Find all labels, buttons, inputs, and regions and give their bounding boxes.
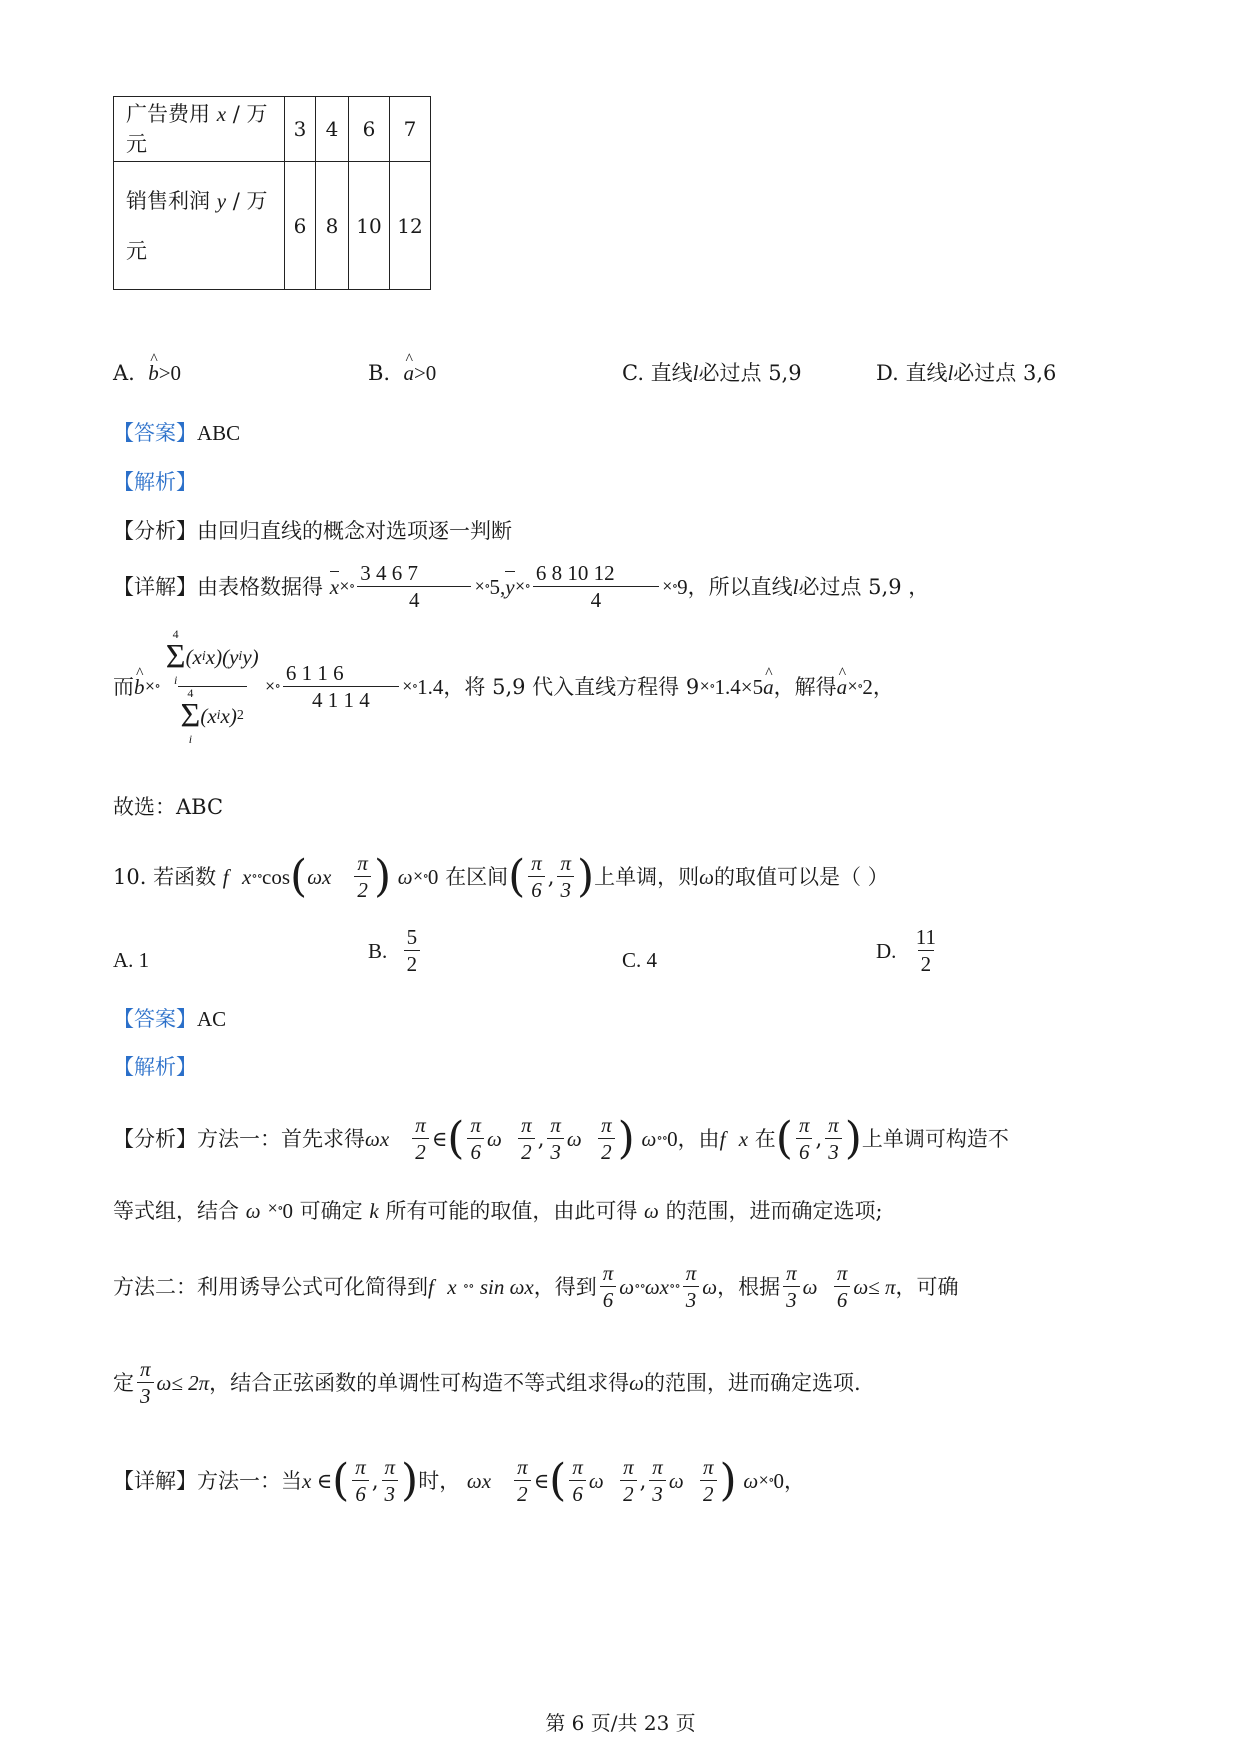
q10-analysis-line1: 【分析】 方法一：首先求得 ωx $\frac{\pi}{2}$ ∈ ( $\frac{\pi}{6}$ ω $\frac{\pi}{2}$ , $\frac{\pi}{3}$ ω $\frac{\pi}{2}$ ) ω ∘∘ 0 ，由 f x 在 ( $\frac{\pi}{6}$ , $\frac{\pi}{3}$ ) 上单调可构造不	[113, 1112, 1009, 1164]
omega: ω	[702, 1274, 718, 1299]
analysis-text: 可确定	[299, 1199, 363, 1223]
detail-value: 1.4	[417, 674, 444, 699]
fraction-den: 2	[514, 1480, 531, 1507]
q9-detail-line1	[113, 560, 929, 613]
detail-text: ，	[783, 1468, 805, 1493]
question-text: 的取值可以是（ ）	[714, 864, 889, 889]
analysis-label: 【分析】	[113, 1126, 197, 1151]
var-x: x	[447, 1274, 457, 1299]
fraction-pi-2	[412, 1112, 429, 1165]
option-text: >0	[413, 361, 437, 385]
fraction-num: 5	[406, 925, 418, 949]
answer-label: 【答案】	[113, 1007, 197, 1031]
q10-option-c: C. 4	[622, 948, 658, 972]
table-cell: 3	[285, 97, 316, 162]
paren-left: (	[332, 1454, 350, 1506]
fraction-den: 6	[834, 1286, 851, 1313]
fraction-pi-3	[547, 1112, 564, 1165]
zero: 0	[427, 864, 439, 889]
expr: y)	[242, 645, 259, 669]
fraction-pi-2	[620, 1454, 637, 1507]
omega: ω	[743, 1468, 759, 1493]
fraction-pi-2	[598, 1112, 615, 1165]
garbled-glyph: ×∘	[699, 678, 715, 694]
detail-label: 【详解】	[113, 1468, 197, 1493]
x-bar: x	[330, 571, 339, 602]
fraction-5-2	[404, 924, 421, 977]
fraction-den: 3	[825, 1138, 842, 1165]
fraction-pi-2	[700, 1454, 717, 1507]
fraction-pi-3	[557, 850, 574, 903]
row2-var: y	[216, 188, 227, 213]
fraction-num: π	[786, 1261, 797, 1285]
option-text: 必过点 3,6	[953, 361, 1057, 385]
omega: ω	[397, 864, 413, 889]
fraction-num: π	[140, 1357, 151, 1381]
func-f: f	[428, 1274, 434, 1299]
superscript: 2	[236, 708, 244, 723]
detail-text: ，解得	[773, 674, 837, 699]
func-f: f	[222, 864, 229, 889]
fraction-num: π	[550, 1113, 561, 1137]
analysis-label: 【分析】	[113, 519, 197, 543]
row1-unit: / 万元	[126, 102, 268, 156]
fraction-pi-6	[600, 1260, 617, 1313]
a-hat: ^ a	[837, 672, 848, 702]
q9-option-d	[876, 358, 1056, 388]
zero: 0	[282, 1199, 293, 1223]
row2-unit: / 万	[232, 188, 268, 213]
fraction-pi-3	[825, 1112, 842, 1165]
fraction-num: π	[623, 1455, 634, 1479]
fraction-den: 3	[547, 1138, 564, 1165]
garbled-glyph: ×∘	[264, 678, 280, 694]
omega: ω	[156, 1370, 172, 1395]
detail-value: 5,	[489, 574, 506, 599]
fraction-den: 3	[683, 1286, 700, 1313]
analysis-text: 方法一：首先求得	[197, 1126, 365, 1151]
expr: x ∈	[302, 1468, 333, 1493]
garbled-glyph: ∘∘	[251, 868, 263, 884]
fraction-num: π	[517, 1455, 528, 1479]
q10-jiexi: 【解析】	[113, 1055, 197, 1079]
detail-text: ，所以直线	[687, 574, 793, 599]
fraction-num: π	[703, 1455, 714, 1479]
paren-right: )	[577, 850, 595, 902]
expr: (x	[200, 704, 217, 728]
expr: x)(y	[205, 645, 239, 669]
fraction-pi-2	[514, 1454, 531, 1507]
q10-method2-line2	[113, 1356, 861, 1409]
expr: sin ωx	[479, 1274, 534, 1299]
sigma-icon: Σ	[165, 638, 186, 675]
row1-var: x	[216, 102, 227, 126]
line-l: l	[947, 361, 954, 385]
paren-right: )	[844, 1112, 862, 1164]
garbled-glyph: ×∘	[758, 1472, 774, 1488]
sigma-lower: i	[173, 673, 178, 687]
q9-choice: 故选：ABC	[113, 795, 224, 819]
q9-option-c	[622, 358, 802, 388]
option-letter: B.	[368, 938, 388, 963]
fraction-pi-6	[569, 1454, 586, 1507]
expr: ωx	[365, 1126, 390, 1151]
paren-right: )	[617, 1112, 635, 1164]
garbled-glyph: ×∘	[514, 578, 530, 594]
fraction-den: 6	[467, 1138, 484, 1165]
fraction-pi-3	[683, 1260, 700, 1313]
row1-label: 广告费用	[126, 102, 210, 126]
paren-left: (	[775, 1112, 793, 1164]
fraction-y-mean	[533, 560, 659, 613]
fraction-num: 3 4 6 7	[360, 561, 419, 585]
table-cell: 4	[316, 97, 349, 162]
fraction-den: 4	[533, 586, 659, 613]
table-cell: 7	[390, 97, 431, 162]
fraction-num: π	[415, 1113, 426, 1137]
analysis-text: 定	[113, 1370, 134, 1395]
fraction-b-value	[283, 660, 399, 713]
detail-label: 【详解】	[113, 574, 197, 599]
detail-value: 1.4×5	[714, 674, 764, 699]
table-row-header	[114, 162, 285, 290]
garbled-glyph: ∘∘	[456, 1278, 480, 1294]
fraction-num	[163, 628, 262, 686]
question-text: 在区间	[445, 864, 509, 889]
var-x: x	[241, 864, 252, 889]
analysis-text: 的范围，进而确定选项.	[643, 1370, 861, 1395]
analysis-text: ，可确	[895, 1274, 959, 1299]
answer-label: 【答案】	[113, 421, 197, 445]
paren-left: (	[508, 850, 526, 902]
fraction-den: 3	[649, 1480, 666, 1507]
paren-left: (	[447, 1112, 465, 1164]
answer-value: AC	[197, 1007, 227, 1031]
detail-text: ，将 5,9 代入直线方程得 9	[443, 674, 700, 699]
fraction-den: 3	[137, 1382, 154, 1409]
fraction-num: π	[652, 1455, 663, 1479]
fraction-pi-3	[649, 1454, 666, 1507]
fraction-pi-3	[382, 1454, 399, 1507]
analysis-text: 方法二：利用诱导公式可化简得到	[113, 1274, 428, 1299]
y-bar: y	[505, 571, 514, 602]
detail-value: 9	[677, 574, 688, 599]
garbled-glyph: ∘∘	[656, 1130, 668, 1146]
fraction-num: 6 8 10 12	[535, 561, 615, 585]
fraction-num: π	[357, 851, 368, 875]
q10-answer	[113, 1004, 226, 1034]
b-hat: ^ b	[148, 358, 159, 388]
cos-func: cos	[262, 864, 291, 889]
fraction-num: 11	[915, 925, 937, 949]
q9-analysis	[113, 516, 512, 546]
garbled-glyph: ×∘	[144, 678, 160, 694]
question-text: 上单调，则	[594, 864, 700, 889]
omega: ω	[641, 1126, 657, 1151]
analysis-text: ，根据	[717, 1274, 781, 1299]
analysis-text: 所有可能的取值，由此可得	[385, 1199, 638, 1223]
option-text: C. 直线	[622, 361, 693, 385]
q9-answer	[113, 418, 240, 448]
expr: ≤ 2π	[171, 1370, 210, 1395]
fraction-num: π	[560, 851, 571, 875]
option-letter: A.	[113, 361, 135, 385]
garbled-glyph: ∘∘	[634, 1278, 645, 1294]
zero: 0	[667, 1126, 678, 1151]
fraction-pi-2	[354, 850, 371, 903]
fraction-den: 6	[569, 1480, 586, 1507]
omega: ω	[644, 1199, 659, 1223]
option-text: D. 直线	[876, 361, 948, 385]
fraction-pi-6	[834, 1260, 851, 1313]
garbled-glyph: ×∘	[401, 678, 418, 694]
expr: (x	[185, 645, 202, 669]
fraction-num: π	[685, 1261, 697, 1285]
b-hat: ^ b	[134, 672, 145, 702]
fraction-num: π	[798, 1113, 810, 1137]
table-cell: 10	[349, 162, 390, 290]
table-cell: 6	[285, 162, 316, 290]
fraction-den: 3	[382, 1480, 399, 1507]
fraction-den	[178, 686, 247, 745]
detail-text: 而	[113, 674, 134, 699]
a-hat: ^ a	[403, 358, 414, 388]
expr: x)	[220, 704, 237, 728]
garbled-glyph: ×∘	[267, 1201, 283, 1216]
garbled-glyph: ×∘	[847, 678, 863, 694]
sigma-lower: i	[188, 732, 193, 746]
garbled-glyph: ×∘	[474, 578, 490, 594]
fraction-num: π	[521, 1113, 532, 1137]
subscript: i	[216, 708, 221, 723]
q10-option-a: A. 1	[113, 948, 150, 972]
table-cell: 8	[316, 162, 349, 290]
fraction-num: π	[355, 1455, 366, 1479]
fraction-num: 6 1 1 6	[285, 661, 344, 685]
analysis-text: 上单调可构造不	[861, 1126, 1009, 1151]
expr: ≤ π	[868, 1274, 896, 1299]
analysis-text: 由回归直线的概念对选项逐一判断	[197, 519, 512, 543]
sigma-upper: 4	[172, 627, 179, 641]
sigma-upper: 4	[187, 686, 194, 700]
expr: ωx	[466, 1468, 492, 1493]
paren-left: (	[549, 1454, 567, 1506]
paren-right: )	[719, 1454, 737, 1506]
fraction-pi-6	[528, 850, 545, 903]
analysis-text: 的范围，进而确定选项;	[665, 1199, 883, 1223]
option-letter: B.	[368, 361, 391, 385]
a-hat: ^ a	[763, 672, 774, 702]
omega: ω	[699, 864, 714, 889]
q9-detail-line2	[113, 628, 894, 745]
fraction-b-formula	[163, 628, 262, 745]
fraction-den: 4 1 1 4	[283, 686, 399, 713]
sigma-block	[181, 687, 201, 745]
in-symbol: ∈	[533, 1468, 550, 1493]
fraction-pi-3	[137, 1356, 154, 1409]
detail-text: 必过点 5,9 ，	[798, 574, 930, 599]
data-table	[113, 96, 431, 290]
omega: ω	[853, 1274, 869, 1299]
omega: ω	[588, 1468, 604, 1493]
option-letter: D.	[876, 938, 897, 963]
fraction-num: π	[572, 1455, 583, 1479]
fraction-den: 2	[620, 1480, 637, 1507]
zero: 0	[773, 1468, 784, 1493]
omega: ω	[245, 1199, 261, 1223]
fraction-num: π	[836, 1261, 848, 1285]
fraction-pi-6	[796, 1112, 813, 1165]
subscript: i	[201, 649, 206, 664]
detail-text: 时，	[418, 1468, 461, 1493]
garbled-glyph: ×∘	[661, 578, 678, 594]
paren-left: (	[290, 850, 308, 902]
fraction-den: 2	[700, 1480, 717, 1507]
garbled-glyph: ∘∘	[668, 1278, 680, 1294]
fraction-pi-6	[352, 1454, 369, 1507]
q9-option-a	[113, 358, 181, 388]
analysis-text: ，结合正弦函数的单调性可构造不等式组求得	[209, 1370, 630, 1395]
fraction-den: 2	[518, 1138, 535, 1165]
fraction-den: 2	[918, 950, 935, 977]
paren-right: )	[401, 1454, 419, 1506]
garbled-glyph: ×∘	[339, 578, 355, 594]
expr: ωx	[307, 864, 332, 889]
fraction-num: π	[384, 1455, 396, 1479]
var-k: k	[369, 1199, 379, 1223]
fraction-den: 3	[783, 1286, 800, 1313]
fraction-den: 4	[357, 586, 471, 613]
fraction-den: 6	[528, 876, 545, 903]
q10-method2-line1	[113, 1260, 958, 1313]
fraction-pi-6	[467, 1112, 484, 1165]
omega-tilde: ω	[802, 1274, 818, 1299]
fraction-den: 2	[404, 950, 421, 977]
detail-text: 方法一：当	[197, 1468, 302, 1493]
analysis-text: ，得到	[533, 1274, 597, 1299]
q10-stem: 10. 若函数 f x ∘∘ cos ( ωx $\frac{\pi}{2}$ ) ω ×∘ 0 在区间 ( $\frac{\pi}{6}$ , $\frac{\pi}{3}$ ) 上单调，则 ω 的取值可以是（ ）	[113, 850, 889, 902]
fraction-den: 2	[412, 1138, 429, 1165]
omega: ω	[619, 1274, 635, 1299]
sigma-block	[166, 628, 186, 686]
table-cell: 12	[390, 162, 431, 290]
q10-analysis-line2	[113, 1194, 883, 1226]
row2-unit-cont: 元	[126, 238, 147, 263]
detail-text: 由表格数据得	[197, 574, 323, 599]
subscript: i	[238, 649, 243, 664]
fraction-num: π	[602, 1261, 614, 1285]
fraction-den: 6	[796, 1138, 813, 1165]
q10-option-b	[368, 924, 423, 977]
expr: ωx	[644, 1274, 669, 1299]
var-x: x	[738, 1126, 749, 1151]
omega: ω	[566, 1126, 582, 1151]
row2-label: 销售利润	[126, 188, 210, 213]
q10-option-d	[876, 924, 942, 977]
paren-right: )	[373, 850, 392, 902]
fraction-pi-2	[518, 1112, 535, 1165]
fraction-x-mean	[357, 560, 471, 613]
fraction-num: π	[601, 1113, 612, 1137]
option-text: >0	[158, 361, 182, 385]
analysis-text: 等式组，结合	[113, 1199, 239, 1223]
in-symbol: ∈	[431, 1126, 448, 1151]
fraction-den: 6	[352, 1480, 369, 1507]
option-text: 必过点 5,9	[698, 361, 802, 385]
omega: ω	[629, 1370, 644, 1395]
omega: ω	[668, 1468, 684, 1493]
line-l: l	[692, 361, 699, 385]
table-row-header	[114, 97, 285, 162]
fraction-11-2	[913, 924, 939, 977]
detail-value: 2，	[862, 674, 894, 699]
fraction-num: π	[470, 1113, 481, 1137]
answer-value: ABC	[197, 421, 241, 445]
fraction-den: 2	[598, 1138, 615, 1165]
omega: ω	[486, 1126, 502, 1151]
table-row	[114, 97, 431, 162]
q9-option-b	[368, 358, 436, 388]
question-text: 10. 若函数	[113, 864, 217, 889]
analysis-text: ，由	[677, 1126, 720, 1151]
fraction-num: π	[828, 1113, 839, 1137]
table-cell: 6	[349, 97, 390, 162]
page-footer: 第 6 页/共 23 页	[545, 1711, 696, 1735]
func-f: f	[719, 1126, 726, 1151]
fraction-den: 3	[557, 876, 574, 903]
q9-jiexi: 【解析】	[113, 470, 197, 494]
line-l: l	[792, 574, 799, 599]
q10-detail-line1: 【详解】 方法一：当 x ∈ ( $\frac{\pi}{6}$ , $\frac{\pi}{3}$ ) 时， ωx $\frac{\pi}{2}$ ∈ ( $\frac{\pi}{6}$ ω $\frac{\pi}{2}$ , $\frac{\pi}{3}$ ω $\frac{\pi}{2}$ ) ω ×∘ 0 ，	[113, 1454, 805, 1506]
garbled-glyph: ×∘	[412, 868, 428, 884]
fraction-num: π	[531, 851, 542, 875]
fraction-pi-3	[783, 1260, 800, 1313]
table-row	[114, 162, 431, 290]
fraction-den: 6	[600, 1286, 617, 1313]
fraction-den: 2	[354, 876, 371, 903]
sigma-icon: Σ	[180, 697, 201, 734]
analysis-text: 在	[754, 1126, 776, 1151]
